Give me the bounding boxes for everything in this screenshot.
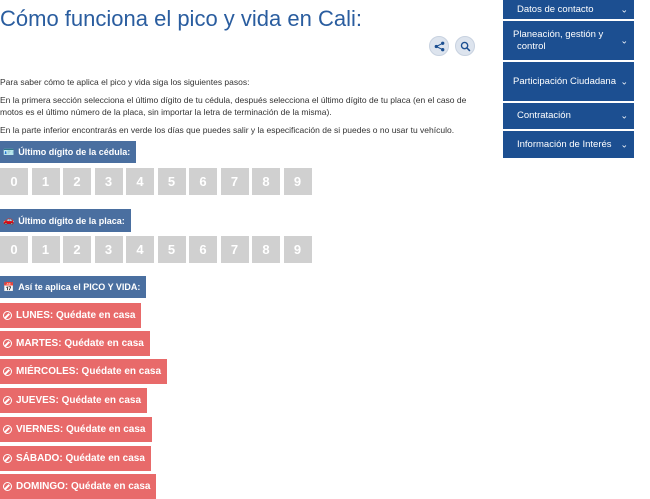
day-text: LUNES: Quédate en casa	[16, 310, 136, 321]
cedula-digit-4[interactable]: 4	[126, 168, 154, 195]
ban-icon	[3, 425, 12, 434]
placa-label	[0, 209, 131, 232]
placa-digit-0[interactable]: 0	[0, 236, 28, 263]
cedula-label-text: Último dígito de la cédula:	[18, 147, 131, 157]
search-icon	[460, 41, 471, 52]
chevron-down-icon: ⌄	[620, 35, 628, 45]
cedula-digit-0[interactable]: 0	[0, 168, 28, 195]
placa-digit-4[interactable]: 4	[126, 236, 154, 263]
ban-icon	[3, 396, 12, 405]
day-text: MIÉRCOLES: Quédate en casa	[16, 366, 162, 377]
share-icon	[434, 41, 445, 52]
day-tuesday	[0, 331, 150, 356]
cedula-digit-5[interactable]: 5	[158, 168, 186, 195]
chevron-down-icon: ⌄	[620, 139, 628, 149]
day-wednesday	[0, 359, 167, 384]
day-friday	[0, 417, 152, 442]
sidebar-item-contratacion[interactable]	[503, 103, 634, 129]
sidebar-item-label: Planeación, gestión y control	[513, 28, 604, 52]
day-text: SÁBADO: Quédate en casa	[16, 453, 145, 464]
intro-paragraph-3: En la parte inferior encontrarás en verde los días que puedes salir y la especificación de si puedes o no usar tu vehículo.	[0, 125, 455, 135]
chevron-down-icon: ⌄	[620, 76, 628, 86]
placa-digit-3[interactable]: 3	[95, 236, 123, 263]
day-monday	[0, 303, 141, 328]
placa-digits	[0, 236, 315, 263]
sidebar-item-label: Datos de contacto	[517, 3, 594, 15]
ban-icon	[3, 454, 12, 463]
sidebar-item-participacion[interactable]	[503, 62, 634, 101]
placa-digit-5[interactable]: 5	[158, 236, 186, 263]
cedula-label	[0, 141, 136, 163]
ban-icon	[3, 367, 12, 376]
placa-digit-9[interactable]: 9	[284, 236, 312, 263]
result-label	[0, 276, 146, 298]
result-label-text: Así te aplica el PICO Y VIDA:	[18, 282, 141, 292]
cedula-digit-8[interactable]: 8	[252, 168, 280, 195]
ban-icon	[3, 339, 12, 348]
cedula-digit-2[interactable]: 2	[63, 168, 91, 195]
cedula-digit-9[interactable]: 9	[284, 168, 312, 195]
placa-label-text: Último dígito de la placa:	[18, 215, 125, 226]
cedula-digits	[0, 168, 315, 195]
sidebar-item-planeacion[interactable]	[503, 21, 634, 60]
day-saturday	[0, 446, 151, 471]
sidebar-item-label: Contratación	[517, 110, 571, 121]
placa-digit-1[interactable]: 1	[32, 236, 60, 263]
placa-digit-8[interactable]: 8	[252, 236, 280, 263]
day-text: JUEVES: Quédate en casa	[16, 395, 142, 406]
day-text: VIERNES: Quédate en casa	[16, 424, 146, 435]
ban-icon	[3, 311, 12, 320]
placa-digit-6[interactable]: 6	[189, 236, 217, 263]
calendar-icon: 📅	[3, 281, 15, 292]
sidebar-item-label: Información de Interés	[517, 138, 612, 150]
page-title: Cómo funciona el pico y vida en Cali:	[0, 6, 362, 31]
sidebar-item-datos-contacto[interactable]	[503, 0, 634, 19]
cedula-digit-7[interactable]: 7	[221, 168, 249, 195]
day-text: MARTES: Quédate en casa	[16, 338, 144, 349]
placa-digit-7[interactable]: 7	[221, 236, 249, 263]
cedula-digit-6[interactable]: 6	[189, 168, 217, 195]
chevron-down-icon: ⌄	[620, 4, 628, 14]
day-thursday	[0, 388, 147, 413]
sidebar-item-label: Participación Ciudadana	[513, 75, 616, 87]
share-button[interactable]	[429, 36, 449, 56]
cedula-digit-1[interactable]: 1	[32, 168, 60, 195]
ban-icon	[3, 482, 12, 491]
day-sunday	[0, 474, 156, 499]
cedula-digit-3[interactable]: 3	[95, 168, 123, 195]
id-card-icon: 🪪	[3, 146, 15, 157]
search-button[interactable]	[455, 36, 475, 56]
intro-paragraph-2: En la primera sección selecciona el último dígito de tu cédula, después selecciona el último dígito de tu placa (en el caso de motos es el último número de la placa, sin importar la letra de terminación de la misma).	[0, 95, 467, 117]
placa-digit-2[interactable]: 2	[63, 236, 91, 263]
chevron-down-icon: ⌄	[620, 110, 628, 121]
intro-paragraph-1: Para saber cómo te aplica el pico y vida siga los siguientes pasos:	[0, 77, 250, 87]
day-text: DOMINGO: Quédate en casa	[16, 481, 151, 492]
sidebar-item-informacion[interactable]	[503, 131, 634, 158]
car-icon: 🚗	[3, 215, 15, 225]
